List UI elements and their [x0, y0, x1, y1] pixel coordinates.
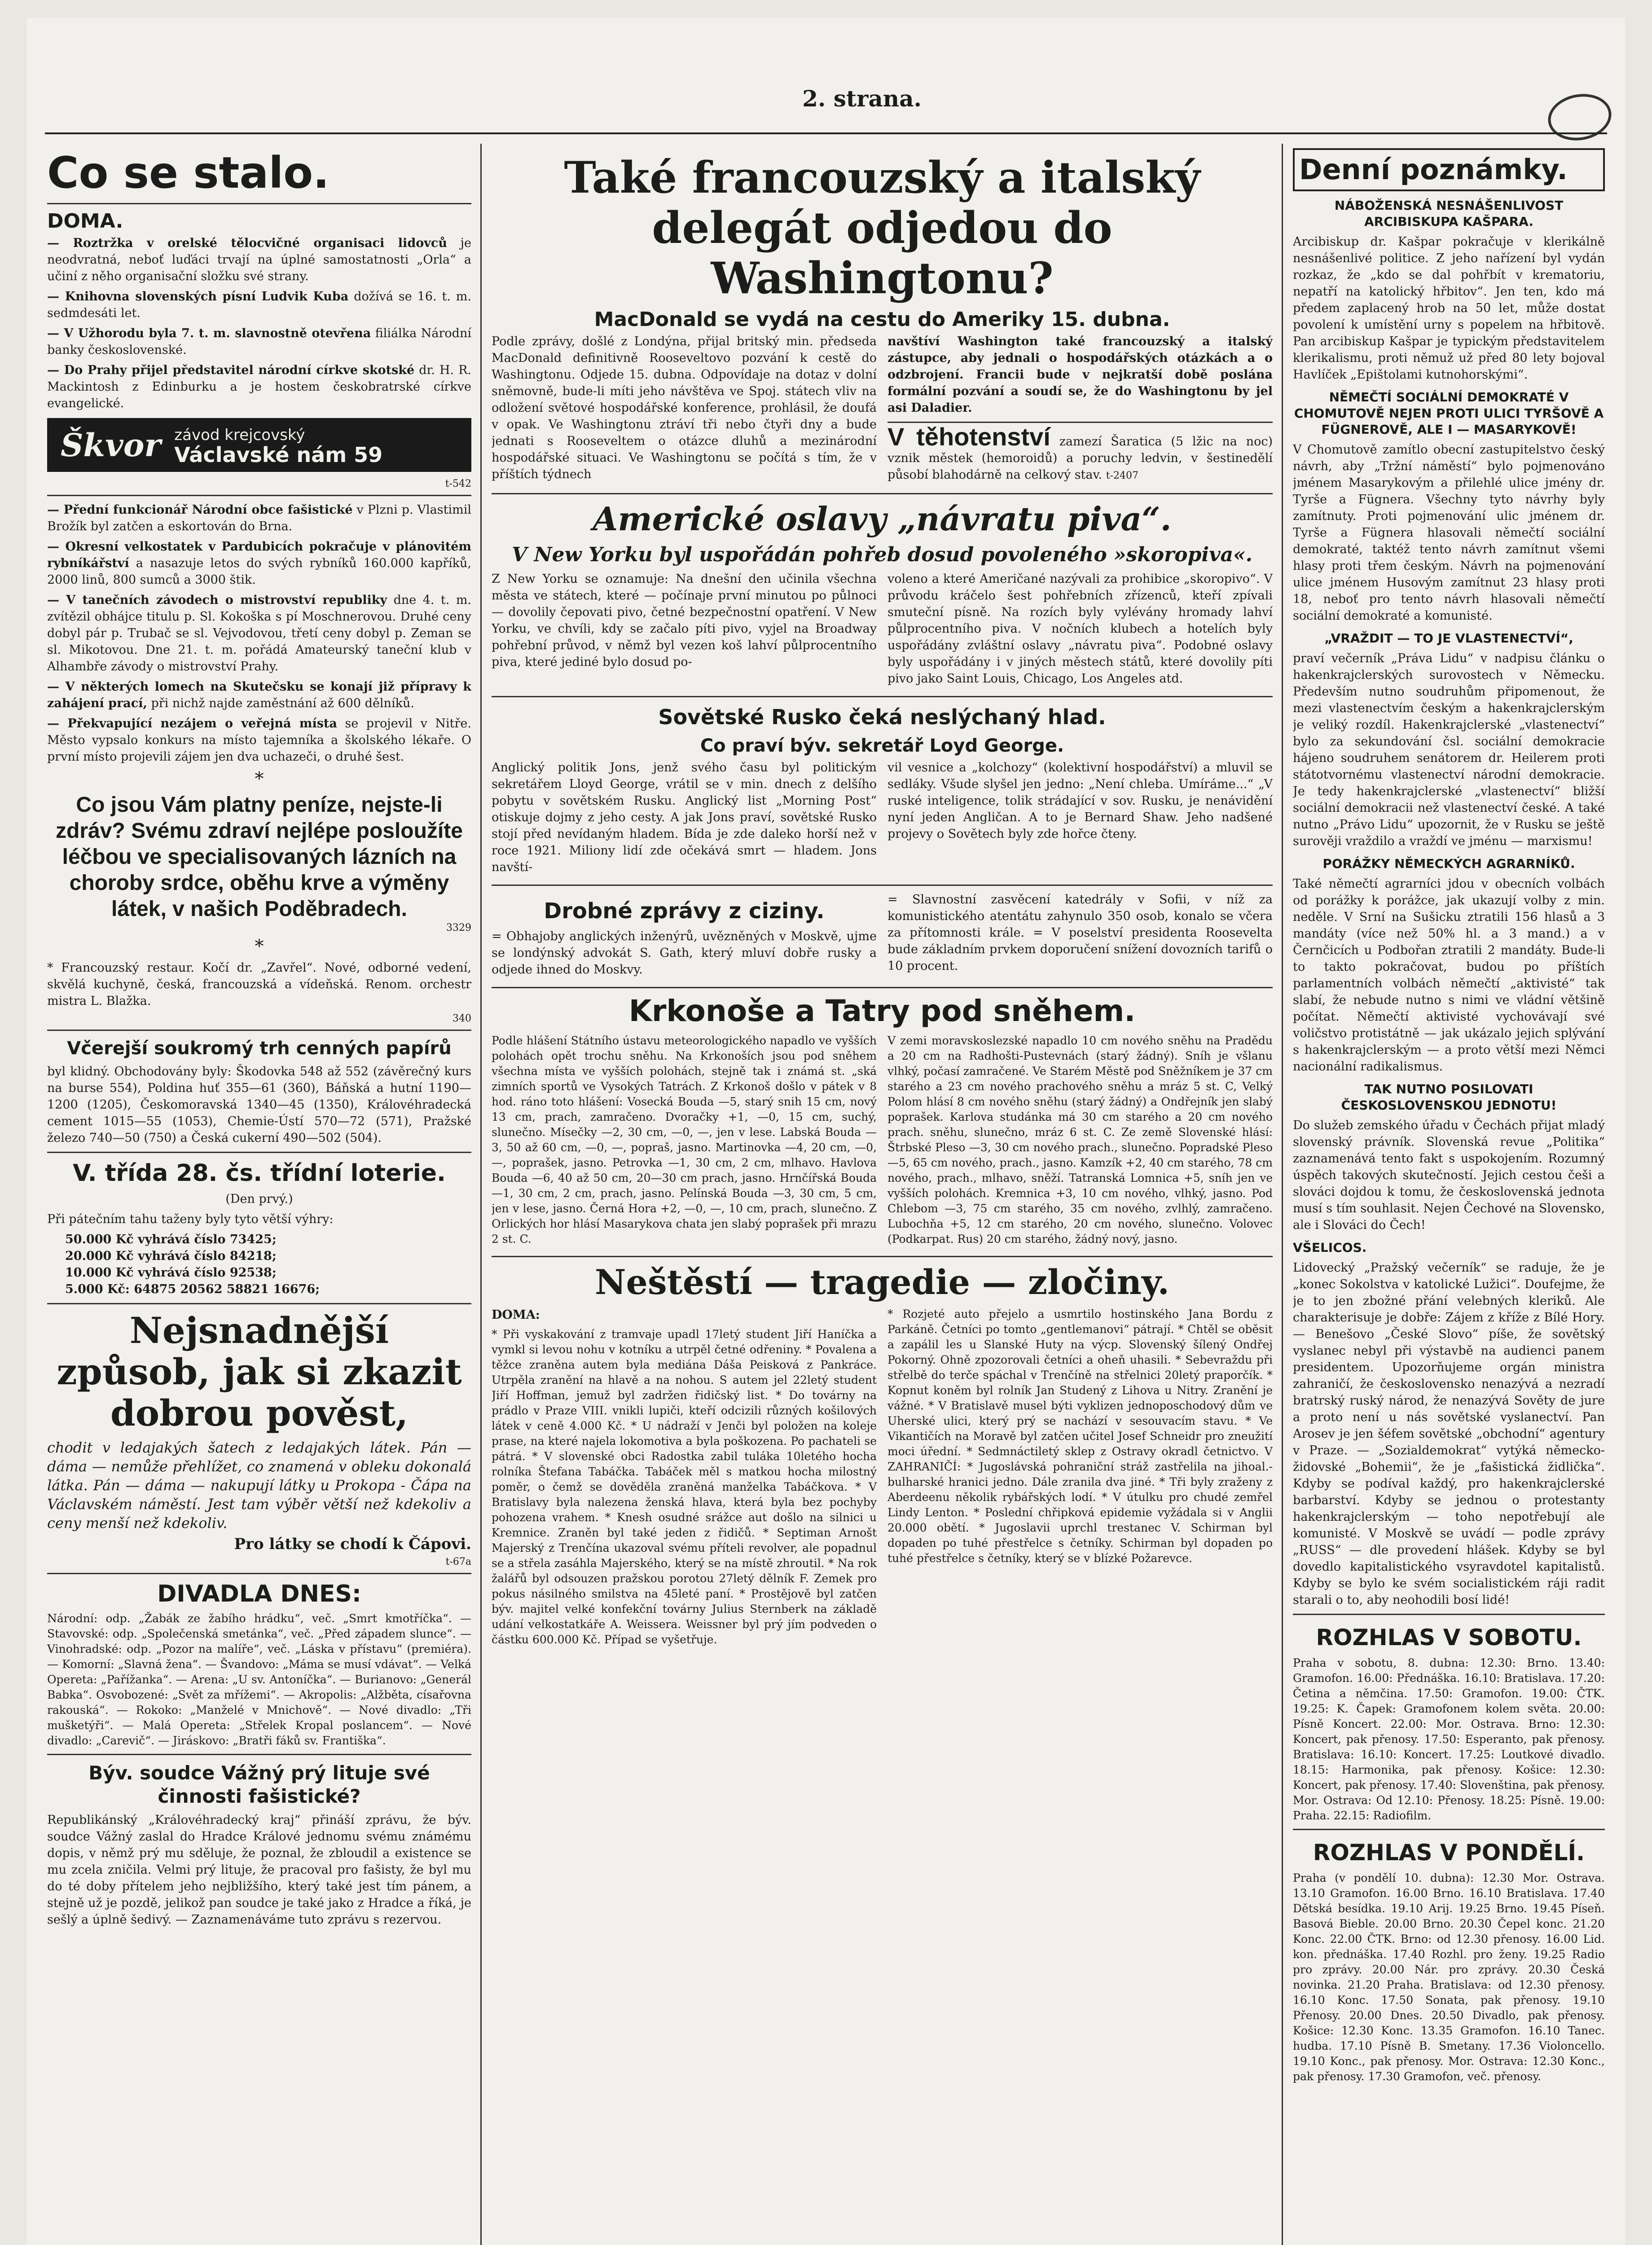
capek-advert-heading: Nejsnadnější způsob, jak si zkazit dobrou pověst, [57, 1309, 462, 1434]
skvor-line2: Václavské nám 59 [174, 443, 383, 467]
saratica-heading: V těhotenství [888, 423, 1050, 451]
note-heading: VŠELICOS. [1293, 1240, 1367, 1255]
restaurant-advert: * Francouzský restaur. Kočí dr. „Zavřel“. Nové, odborné vedení, skvělá kuchyně, česká, francouzská a vídeňská. Renom. orchestr mistra L. Blažka. [47, 961, 471, 1008]
market-heading: Včerejší soukromý trh cenných papírů [67, 1038, 452, 1059]
note-text: Lidovecký „Pražský večerník“ se raduje, že je „konec Sokolstva v katolické Lužici“. Doufejme, že je to jen zbožné přání velebných kleriků. Ale charakterisuje je dobře: Zájem z kříže z Bílé Hory. — Benešovo „České Slovo“ píše, že sovětský vyslanec nebyl při výstavbě na audienci panem presidentem. Upozorňujeme orgán ministra zahraničí, že československo nenazývá a nezradí bratrský ruský národ, že nenazývá Sověty de jure a proto není u nás sovětské vyslanectví. Pan Arosev je jen šéfem sovětské „obchodní“ agentury v Praze. — „Sozialdemokrat“ vytýká německo-židovské „Bohemii“, že je „fašistická židlička“. Kdyby se podíval každý, pro hakenkrajclerské barbarství. Kdyby se jednou o protestanty hakenkrajclerským — toho nepotřebují ale komunisté. V Moskvě se uvádí — podle zprávy „RUSS“ — dle provedení hlášek. Kdyby se byl dovedlo kapitalistického vsyravdotel kapitalistů. Kdyby se bylo ke svém socialistickém ráji radit starali o to, aby neohodili bosí lidé! [1293, 1261, 1605, 1607]
snow-text-left: Podle hlášení Státního ústavu meteorologického napadlo ve vyšších polohách opět trochu sněhu. Na Krkonoších jsou pod sněhem všechna místa ve vyšších polohách, stejně tak i známá st. „ská zimních sportů ve Vysokých Tatrách. Z Krkonoš došlo v pátek v 8 hod. ráno toto hlášení: Vosecká Bouda —5, starý snih 15 cm, nový 13 cm, prach, zamračeno. Dvoračky +1, —0, 15 cm, suchý, slunečno. Mísečky —2, 30 cm, —0, —, jen v lese. Labská Bouda —3, 50 až 60 cm, —0, —, popraš, jasno. Martinovka —4, 20 cm, —0, —, poprašek, jasno. Petrovka —1, 30 cm, 2 cm, mlhavo. Havlova Bouda —6, 40 až 50 cm, 20—30 cm prach, jasno. Hrnčířská Bouda —1, 30 cm, 2 cm, prach, jasno. Pelínská Bouda —3, 30 cm, 5 cm, jen v lese, jasno. Černá Hora +2, —0, —, 10 cm, prach, slunečno. Z Orlických hor hlásí Masarykova chata jen slabý poprašek při mrazu 2 st. C. [492, 1034, 877, 1246]
market-text: byl klidný. Obchodovány byly: Škodovka 548 až 552 (závěrečný kurs na burse 554), Poldina huť 355—61 (360), Báňská a hutní 1190—1200 (1205), Českomoravská 1340—45 (1350), Královéhradecká cement 1015—55 (1053), Chemie-Ústí 570—72 (571), Pražské železo 740—50 (750) a Česká cukerní 490—502 (504). [47, 1065, 471, 1145]
note-heading: NÁBOŽENSKÁ NESNÁŠENLIVOST ARCIBISKUPA KAŠPARA. [1334, 198, 1564, 229]
note-heading: TAK NUTNO POSILOVATI ČESKOSLOVENSKOU JEDNOTU! [1341, 1082, 1557, 1113]
news-item: — Okresní velkostatek v Pardubicích pokračuje v plánovitém rybníkářství a nasazuje letos do svých rybníků 160.000 kapříků, 2000 linů, 800 sumců a 3000 štik. [47, 540, 471, 587]
note-text: Také němečtí agrarníci jdou v obecních volbách od porážky k porážce, jak ukazují volby z min. neděle. V Srní na Sušicku ztratili 156 hlasů a 3 mandáty (více než 50% hl. a 3 mand.) a v Černčicích u Podbořan ztratili 2 mandáty. Bude-li to takto pokračovat, budou po příštích parlamentních volbách němečtí „aktivisté“ tak slabí, že nebude nutno s nimi ve vládní většině počítat. Němečtí aktivisté vychovávají své voličstvo protistátně — jak ukázalo jejich splývání s hakenkrajclerským — a proto větší mezi Němci nacionální radikalismus. [1293, 877, 1605, 1074]
middle-column [492, 148, 1273, 1651]
stamp-mark [1544, 89, 1615, 145]
left-column [47, 148, 471, 1932]
capek-advert-text: chodit v ledajakých šatech z ledajakých látek. Pán — dáma — nemůže přehlížet, co znamená v obleku dokonalá látka. Pán — dáma — nakupují látky u Prokopa - Čápa na Václavském náměstí. Jest tam výběr větší než kdekoliv a ceny menší než kdekoliv. [47, 1439, 471, 1532]
skvor-line1: závod krejcovský [174, 426, 305, 444]
beer-headline: Americké oslavy „návratu piva“. [593, 500, 1172, 538]
news-item: — Přední funkcionář Národní obce fašistické v Plzni p. Vlastimil Brožík byl zatčen a eskortován do Brna. [47, 503, 471, 533]
main-subheadline: MacDonald se vydá na cestu do Ameriky 15. dubna. [594, 308, 1170, 331]
column-rule-2 [1282, 144, 1283, 2245]
news-item: — V tanečních závodech o mistrovství republiky dne 4. t. m. zvítězil obhájce titulu p. Sl. Kokoška s pí Moschnerovou. Druhé ceny dobyl pár p. Trubač se sl. Vejvodovou, třetí ceny dobyl p. Zeman se sl. Mikotovou. Dne 21. t. m. pořádá Amateurský taneční klub v Alhambře závody o mistrovství Prahy. [47, 593, 471, 674]
russia-text-left: Anglický politik Jons, jenž svého času byl politickým sekretářem Lloyd George, vrátil se v min. dnech z delšího pobytu v sovětském Rusku. Anglický list „Morning Post“ otiskuje dojmy z jeho cesty. A jak Jons praví, sovětské Rusko stojí před nevídaným hladem. Bída je zde daleko horší než v roce 1921. Miliony lidí zde očekává smrt — hladem. Jons navští- [492, 761, 877, 874]
snow-text-right: V zemi moravskoslezské napadlo 10 cm nového sněhu na Pradědu a 20 cm na Radhošti-Pustevnách (starý žádný). Sníh je všlanu vlhký, počasí zamračené. Ve Starém Městě pod Sněžníkem je 37 cm starého a 23 cm nového prachového sněhu a mráz 5 st. C, Velký Polom hlásí 8 cm nového sněhu (starý žádný) a Ondřejník jen slabý poprašek. Karlova studánka má 30 cm starého a 20 cm nového prach. sněhu, slunečno, mráz 6 st. C. Ze země Slovenské hlásí: Štrbské Pleso —3, 30 cm nového prach., slunečno. Popradské Pleso —5, 65 cm nového, prach., jasno. Kamzík +2, 40 cm starého, 78 cm nového, prach., mlhavo, sněží. Tatranská Lomnica +5, sníh jen ve vyšších polohách. Kremnica +3, 10 cm nového, vlhký, jasno. Pod Chlebom —3, 75 cm starého, 35 cm nového, zvlhlý, zamračeno. Lubochňa +5, 12 cm starého, 20 cm nového, slunečno. Volovec (Podkarpat. Rus) 20 cm starého, žádný nový, jasno. [888, 1034, 1273, 1246]
beer-subheadline: V New Yorku byl uspořádán pohřeb dosud povoleného »skoropiva«. [512, 543, 1252, 566]
ad-code: t-542 [445, 478, 471, 489]
foreign-news-left: = Obhajoby anglických inženýrů, uvězněných v Moskvě, ujme se londýnský advokát S. Gath, který mluví dobře rusky a odjede ihned do Moskvy. [492, 929, 877, 977]
note-text: praví večerník „Práva Lidu“ v nadpisu článku o hakenkrajclerských surovostech v Německu. Především nutno soudruhům připomenout, že mezi vlastenectvím českým a hakenkrajclerským je veliký rozdíl. Hakenkrajclerské „vlastenectví“ bylo za sekundování čsl. sociální demokracie hájeno soudruhem senátorem dr. Heilerem proti státotvornému vlastenectví národní demokracie. Je tedy hakenkrajclerské „vlastenectví“ bližší sociální demokracii než vlastenectví české. A také nutno „Právo Lidu“ upozornit, že v Rusku se ještě surověji vraždilo a vraždí ve jménu — marxismu! [1293, 651, 1605, 848]
news-item: — V některých lomech na Skutečsku se konají již přípravy k zahájení prací, při nichž najde zaměstnání až 600 dělníků. [47, 680, 471, 710]
page-number: 2. strana. [802, 85, 922, 112]
macdonald-text-left: Podle zprávy, došlé z Londýna, přijal britský min. předseda MacDonald definitivně Rooseveltovo pozvání k cestě do Washingtonu. Odjede 15. dubna. Odpovídaje na dotaz v dolní sněmovně, bude-li míti jeho návštěva ve Spoj. státech vliv na odložení světové hospodářské konference, prohlásil, že doufá v opak. Ve Washingtonu ztráví tři nebo čtyři dny a bude jednati s Rooseveltem o otázce dluhů a mezinárodní hospodářské situaci. Ve Washingtonu se počítá s tím, že v příštích týdnech [492, 335, 877, 481]
crime-doma-label: DOMA: [492, 1308, 540, 1322]
foreign-news-headline: Drobné zprávy z ciziny. [544, 898, 825, 924]
judge-text: Republikánský „Královéhradecký kraj“ přináší zprávu, že býv. soudce Vážný zaslal do Hradce Králové jednomu svému známému dopis, v němž prý mu sděluje, že poznal, že zbloudil a existence se mu zcela zničila. Velmi prý lituje, že pracoval pro fašisty, že byl mu do té doby přítelem jeho nejbližšího, který také jest tím pánem, a stejně už je pozdě, jelikož pan soudce je také jako z Hradce a říká, je sešlý a úplně šedivý. — Zaznamenáváme tuto zprávu s rezervou. [47, 1813, 471, 1927]
top-rule [45, 132, 1607, 134]
asterisk-divider: * [255, 936, 264, 957]
russia-text-right: vil vesnice a „kolchozy“ (kolektivní hospodářství) a mluvil se sedláky. Všude slyšel jen jedno: „Není chleba. Umíráme...“ „V ruské inteligence, tolik strádající v sov. Rusku, je nenávidění nyní jeden Angličan. A to je Bernard Shaw. Jeho nadšené projevy o Sovětech byly zde hořce čteny. [888, 761, 1273, 841]
note-heading: PORÁŽKY NĚMECKÝCH AGRARNÍKŮ. [1322, 856, 1575, 871]
crime-headline: Neštěstí — tragedie — zločiny. [595, 1262, 1169, 1302]
beer-text-right: voleno a které Američané nazývali za prohibice „skoropivo“. V průvodu kráčelo šest pohřebních zřízenců, kteří zpívali smuteční písně. Na rozích byly vylévány hromady lahví půlprocentního piva. V nočních klubech a hotelích byly uspořádány zvláštní oslavy „návratu piva“. Podobné oslavy byly uspořádány i v jiných městech států, které dovolily píti pivo jako Saint Louis, Chicago, Los Angeles atd. [888, 572, 1273, 686]
lottery-line: 20.000 Kč vyhrává číslo 84218; [65, 1249, 277, 1263]
saratica-advert: V těhotenství zamezí Šaratica (5 lžic na noc) vznik městek (hemoroidů) a poruchy ledvin, v šestinedělí působí blahodárně na celkový stav. t-2407 [888, 423, 1273, 482]
skvor-logo: Škvor [61, 426, 161, 464]
capek-advert-sign: Pro látky se chodí k Čápovi. [234, 1535, 471, 1553]
main-headline: Také francouzský a italský delegát odjedou do Washingtonu? [564, 152, 1200, 304]
news-item: — Do Prahy přijel představitel národní církve skotské dr. H. R. Mackintosh z Edinburku a je hostem českobratrské církve evangelické. [47, 363, 471, 410]
note-heading: „VRAŽDIT — TO JE VLASTENECTVÍ“, [1324, 631, 1573, 646]
lottery-line: 5.000 Kč: 64875 20562 58821 16676; [65, 1282, 320, 1296]
ad-code: t-67a [445, 1556, 471, 1567]
column-rule-1 [480, 144, 482, 2245]
newspaper-page [27, 18, 1625, 2245]
radio-saturday-listing: Praha v sobotu, 8. dubna: 12.30: Brno. 13.40: Gramofon. 16.00: Přednáška. 16.10: Bratislava. 17.20: Četina a němčina. 17.50: Gramofon. 19.00: ČTK. 19.25: K. Čapek: Gramofonem kolem světa. 20.00: Písně Koncert. 22.00: Mor. Ostrava. Brno: 12.30: Koncert, pak přenosy. 17.50: Esperanto, pak přenosy. Bratislava: 16.10: Koncert. 17.25: Loutkové divadlo. 18.15: Harmonika, pak přenosy. Košice: 12.30: Koncert, pak přenosy. 17.40: Slovenština, pak přenosy. Mor. Ostrava: Od 12.10: Přenosy. 18.25: Písně. 19.00: Praha. 22.15: Radiofilm. [1293, 1656, 1605, 1822]
podebrady-advert: Co jsou Vám platny peníze, nejste-li zdráv? Svému zdraví nejlépe posloužíte léčbou ve specialisovaných lázních na choroby srdce, oběhu krve a výměny látek, v našich Poděbradech. [56, 793, 463, 921]
note-text: Do služeb zemského úřadu v Čechách přijat mladý slovenský právník. Slovenská revue „Politika“ zaznamenává tento fakt s uspokojením. Rozumný úspěch takových skutečností. Jejich cestou češi a slováci dojdou k tomu, že československá jednota musí s tím souhlasit. Nejen Čechové na Slovensko, ale i Slováci do Čech! [1293, 1118, 1605, 1232]
beer-text-left: Z New Yorku se oznamuje: Na dnešní den učinila všechna města ve státech, které — počínaje první minutou po půlnoci — dovolily čepovati pivo, četné bezpečnostní opatření. V New Yorku, ve chvíli, kdy se začalo píti pivo, vyjel na Broadway pohřební průvod, v němž byl vezen koš lahví půlprocentního piva, které jediné bylo dosud po- [492, 572, 877, 669]
radio-monday-listing: Praha (v pondělí 10. dubna): 12.30 Mor. Ostrava. 13.10 Gramofon. 16.00 Brno. 16.10 Bratislava. 17.40 Dětská besídka. 19.10 Arij. 19.25 Brno. 19.45 Píseň. Basová Bieble. 20.00 Brno. 20.30 Čepel konc. 21.20 Konc. 22.00 ČTK. Brno: od 12.30 přenosy. 16.00 Lid. kon. přednáška. 17.40 Rozhl. pro ženy. 19.25 Radio pro zprávy. 20.00 Nár. pro zprávy. 20.30 Česká novinka. 21.20 Praha. Bratislava: od 12.30 přenosy. 16.10 Konc. 17.50 Sonata, pak přenosy. 19.10 Přenosy. 20.00 Dnes. 20.50 Divadlo, pak přenosy. Košice: 12.30 Konc. 13.35 Gramofon. 16.10 Tanec. hudba. 17.10 Písně B. Smetany. 17.36 Violoncello. 19.10 Konc., pak přenosy. Mor. Ostrava: 12.30 Konc., pak přenosy. 17.30 Gramofon, več. přenosy. [1293, 1871, 1605, 2083]
lottery-intro: Při pátečním tahu taženy byly tyto větší výhry: [47, 1212, 334, 1226]
radio-saturday-heading: ROZHLAS V SOBOTU. [1316, 1624, 1582, 1651]
radio-monday-heading: ROZHLAS V PONDĚLÍ. [1313, 1840, 1585, 1866]
skvor-advert [47, 418, 471, 472]
asterisk-divider: * [255, 769, 264, 789]
co-se-stalo-heading: Co se stalo. [47, 148, 330, 198]
lottery-subheading: (Den prvý.) [225, 1192, 293, 1206]
news-item: — Roztržka v orelské tělocvičné organisaci lidovců je neodvratná, neboť luďáci trvají na úplné samostatnosti „Orla“ a učiní z něho organisační složku své strany. [47, 236, 471, 283]
news-item: — Překvapující nezájem o veřejná místa se projevil v Nitře. Město vypsalo konkurs na místo tajemníka a školského lékaře. O první místo projevili zájem jen dva uchazeči, o druhé šest. [47, 717, 471, 764]
lottery-line: 50.000 Kč vyhrává číslo 73425; [65, 1233, 277, 1246]
news-item: — V Užhorodu byla 7. t. m. slavnostně otevřena filiálka Národní banky československé. [47, 326, 471, 357]
ad-code: 340 [453, 1013, 471, 1024]
news-item: — Knihovna slovenských písní Ludvik Kuba dožívá se 16. t. m. sedmdesáti let. [47, 290, 471, 320]
russia-subheadline: Co praví býv. sekretář Loyd George. [700, 735, 1064, 756]
lottery-heading: V. třída 28. čs. třídní loterie. [73, 1160, 446, 1187]
ad-code: 3329 [446, 922, 471, 933]
right-column [1293, 148, 1605, 2088]
macdonald-text-right: navštíví Washington také francouzský a italský zástupce, aby jednali o hospodářských otázkách a o odzbrojení. Francii bude v nejkratší době poslána formální pozvání a soudí se, že do Washingtonu by jel asi Daladier. [888, 335, 1273, 415]
lottery-line: 10.000 Kč vyhrává číslo 92538; [65, 1266, 277, 1280]
note-text: Arcibiskup dr. Kašpar pokračuje v klerikálně nesnášenlivé politice. Z jeho nařízení byl vydán rozkaz, že „kdo se dal pohřbít v krematoriu, nepatří na katolický hřbitov“. Jen ten, kdo má předem zaplacený hrob na 50 let, může dostat povolení k umístění urny s popelem na hřbitově. Pan arcibiskup Kašpar je typickým představitelem klerikalismu, proti němuž už před 80 lety bojoval Havlíček „Epištolami kutnohorskými“. [1293, 235, 1605, 382]
note-text: V Chomutově zamítlo obecní zastupitelstvo český návrh, aby „Tržní náměstí“ bylo pojmenováno jménem Masarykovým a přilehlé ulice jmény dr. Tyrše a Fügnera. Všechny tyto návrhy byly zamítnuty. Proti pojmenování ulic jménem dr. Tyrše a Fügnera hlasovali němečtí sociální demokraté, taktéž tento návrh zamítnut všemi hlasy proti třem českým. Návrh na pojmenování ulice jménem Husovým zamítnut 23 hlasy proti 18, neboť pro tento návrh hlasovali němečtí sociální demokraté a komunisté. [1293, 443, 1605, 623]
note-heading: NĚMEČTÍ SOCIÁLNÍ DEMOKRATÉ V CHOMUTOVĚ NEJEN PROTI ULICI TYRŠOVĚ A FÜGNEROVĚ, ALE I — MASARYKOVĚ! [1294, 390, 1604, 437]
snow-headline: Krkonoše a Tatry pod sněhem. [628, 994, 1136, 1028]
judge-heading: Býv. soudce Vážný prý lituje své činnosti fašistické? [88, 1762, 430, 1807]
foreign-news-right: = Slavnostní zasvěcení katedrály v Sofii, v níž za komunistického atentátu zahynulo 350 osob, konalo se včera za přítomnosti krále. = V poselství presidenta Rooseveltа bude základním prvkem doporučení snížení dovozních tarifů o 10 procent. [888, 893, 1273, 973]
denni-poznamky-heading: Denní poznámky. [1293, 148, 1605, 191]
doma-label: DOMA. [47, 210, 123, 233]
crime-text-left: * Při vyskakování z tramvaje upadl 17letý student Jiří Haníčka a vymkl si levou nohu v kotníku a utrpěl četné odřeniny. * Povalena a těžce zraněna autem byla mediána Dáša Peisková z Pankráce. Utrpěla zranění na hlavě a na nohou. S autem jel 22letý student Jiří Hoffman, jemuž byl zadržen řidičský list. * Do továrny na prádlo v Praze VIII. vnikli lupiči, kteří odcizili různých košilových látek v ceně 4.000 Kč. * U nádraží v Jenči byl položen na koleje prase, na které najela lokomotiva a byla poškozena. Po pachateli se pátrá. * V slovenské obci Radostka zabil tuláka 10letého hocha rolníka Štefana Tabáčka. Tabáček měl s matkou hocha milostný poměr, o čemž se dověděla zraněná manželka Tabáčkova. * V Bratislavy byla nalezena ženská hlava, která byla bez pochyby pohozena vrahem. * Knesh osudné srážce aut došlo na silnici u Kremnice. Zraněn byl také jeden z řidičů. * Septiman Arnošt Majerský z Trenčína ukazoval svému příteli revolver, ale popadnul se a střela zasáhla Majerského, který se na místě zhroutil. * Na rok žalářů byl odsouzen pražskou porotou 27letý dělník F. Zemek pro pokus násilného smilstva na 45leté paní. * Prostějově byl zatčen býv. majitel velké konfekční továrny Julius Sternberk na základě udání velkostatkáře A. Weissera. Weissner byl prý jím podveden o částku 600.000 Kč. Případ se vyšetřuje. [492, 1328, 877, 1646]
russia-headline: Sovětské Rusko čeká neslýchaný hlad. [658, 705, 1106, 729]
crime-text-right: * Rozjeté auto přejelo a usmrtilo hostinského Jana Bordu z Parkáně. Četníci po tomto „gentlemanovi“ pátrají. * Chtěl se oběsit a zapálil les u Slanské Huty na výcp. Slovenský šílený Ondřej Pokorný. Ohně zpozorovali četníci a oheň uhasili. * Sebevraždu při střelbě do terče spáchal v Trenčíně na střelnici 20letý praporčík. * Kopnut koněm byl rolník Jan Studený z Lihova u Nitry. Zranění je vážné. * V Bratislavě musel býti vyklizen jednoposchodový dům ve Uherské ulici, který prý se nachází v sesouvacím stavu. * Ve Vikantičích na Moravě byl zatčen učitel Josef Schneidr pro zneužití moci úřední. * Sedmnáctiletý sklep z Ostravy okradl četnictvo. V ZAHRANIČÍ: * Jugoslávská pohraniční stráž zastřelila na jihoal.-bulharské hranici jedno. Dále zranila dva jiné. * Tři byly zraženy z Aberdeenu několik rybářských lodí. * V útulku pro chudé zemřel Lindy Lenton. * Poslední chřipková epidemie vyžádala si v Anglii 20.000 obětí. * Jugoslavii uprchl trestanec V. Schirman byl dopaden po tuhé přestřelce s četníky. Schirman byl dopaden po tuhé přestřelce s četníky, který se v blízké Požarevce. [888, 1307, 1273, 1565]
theatre-listings: Národní: odp. „Žabák ze žabího hrádku“, več. „Smrt kmotříčka“. — Stavovské: odp. „Společenská smetánka“, več. „Před západem slunce“. — Vinohradské: odp. „Pozor na malíře“, več. „Láska v přístavu“ (premiéra). — Komorní: „Slavná žena“. — Švandovo: „Máma se musí vdávat“. — Velká Opereta: „Pařížanka“. — Arena: „U sv. Antoníčka“. — Burianovo: „Generál Babka“. Osvobozené: „Svět za mřížemi“. — Akropolis: „Alžběta, císařovna rakouská“. — Rokoko: „Manželé v Mnichově“. — Nové divadlo: „Tři mušketýři“. — Malá Opereta: „Střelek Kropal poslancem“. — Nové divadlo: „Carevič“. — Jiráskovo: „Bratři fáků sv. Františka“. [47, 1612, 471, 1747]
theatre-heading: DIVADLA DNES: [157, 1580, 361, 1607]
